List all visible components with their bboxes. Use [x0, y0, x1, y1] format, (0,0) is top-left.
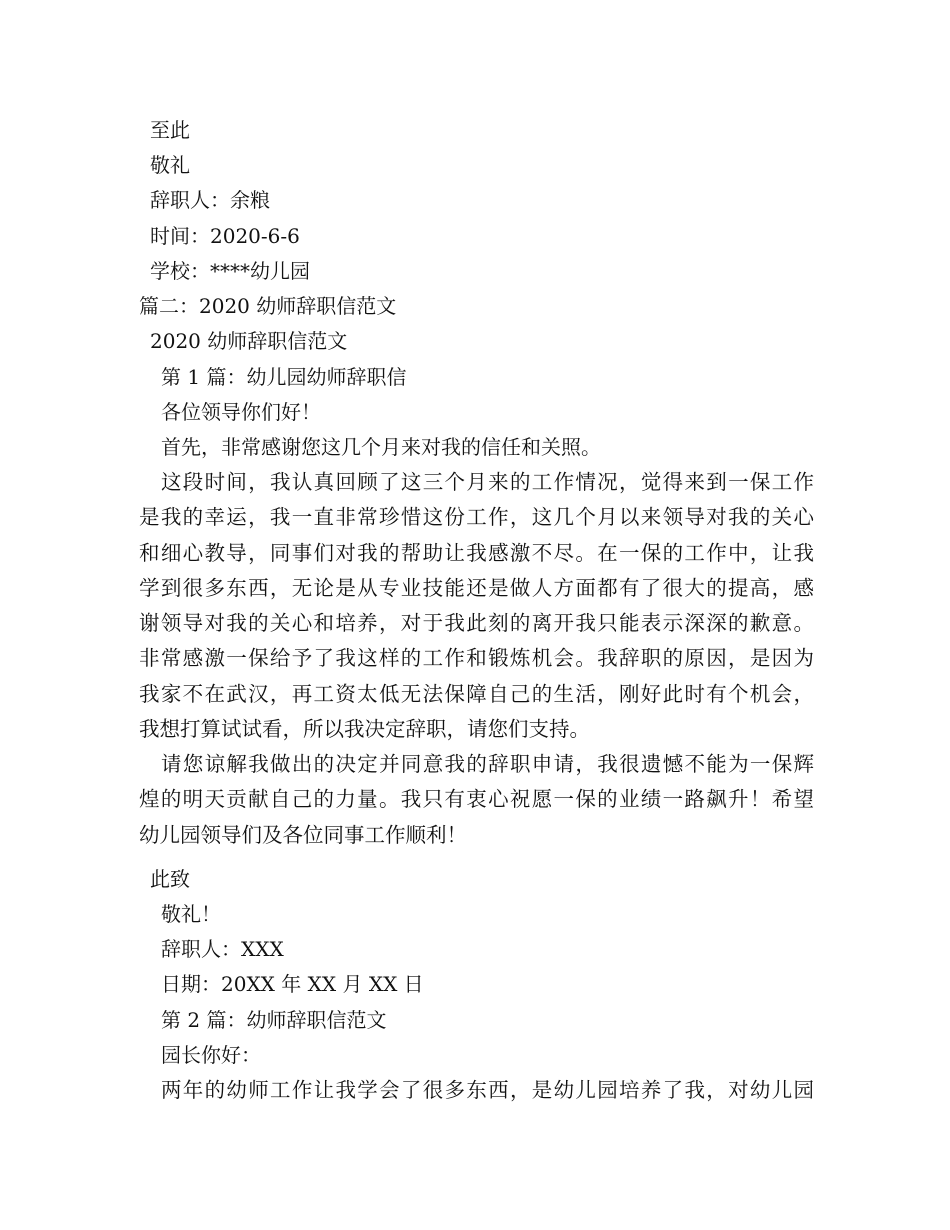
article1-closing-cizhi: 此致: [150, 867, 190, 891]
resign-date: 时间：2020-6-6: [150, 224, 300, 248]
article1-date: 日期：20XX 年 XX 月 XX 日: [161, 972, 424, 996]
closing-zhici: 至此: [150, 118, 190, 142]
article1-title: 第 1 篇：幼儿园幼师辞职信: [161, 365, 407, 389]
article2-title: 第 2 篇：幼师辞职信范文: [161, 1008, 387, 1032]
article1-para3-line: 请您谅解我做出的决定并同意我的辞职申请，我很遗憾不能为一保辉: [161, 752, 814, 776]
article1-para2-line: 我想打算试试看，所以我决定辞职，请您们支持。: [139, 717, 590, 741]
article1-greeting: 各位领导你们好！: [161, 400, 321, 424]
article1-resigner: 辞职人：XXX: [161, 937, 284, 961]
article1-para2-line: 是我的幸运，我一直非常珍惜这份工作，这几个月以来领导对我的关心: [139, 505, 814, 529]
article2-greeting: 园长你好：: [161, 1043, 261, 1067]
article1-para2-line: 非常感激一保给予了我这样的工作和锻炼机会。我辞职的原因，是因为: [139, 646, 814, 670]
closing-jingli: 敬礼: [150, 153, 190, 177]
article1-para1: 首先，非常感谢您这几个月来对我的信任和关照。: [161, 435, 601, 459]
article2-para1-line: 两年的幼师工作让我学会了很多东西，是幼儿园培养了我，对幼儿园: [161, 1078, 814, 1102]
section-title: 2020 幼师辞职信范文: [150, 329, 348, 353]
article1-para3-line: 煌的明天贡献自己的力量。我只有衷心祝愿一保的业绩一路飙升！希望: [139, 787, 814, 811]
article1-closing-jingli: 敬礼！: [161, 902, 221, 926]
article1-para2-line: 学到很多东西，无论是从专业技能还是做人方面都有了很大的提高，感: [139, 576, 814, 600]
resigner-name: 辞职人：余粮: [150, 188, 270, 212]
article1-para2-line: 和细心教导，同事们对我的帮助让我感激不尽。在一保的工作中，让我: [139, 541, 814, 565]
article1-para3-line: 幼儿园领导们及各位同事工作顺利！: [139, 823, 467, 847]
school-name: 学校：****幼儿园: [150, 259, 310, 283]
article1-para2-line: 谢领导对我的关心和培养，对于我此刻的离开我只能表示深深的歉意。: [139, 611, 814, 635]
article1-para2-line: 我家不在武汉，再工资太低无法保障自己的生活，刚好此时有个机会，: [139, 682, 814, 706]
article1-para2-line: 这段时间，我认真回顾了这三个月来的工作情况，觉得来到一保工作: [161, 470, 814, 494]
section-heading: 篇二：2020 幼师辞职信范文: [139, 294, 397, 318]
